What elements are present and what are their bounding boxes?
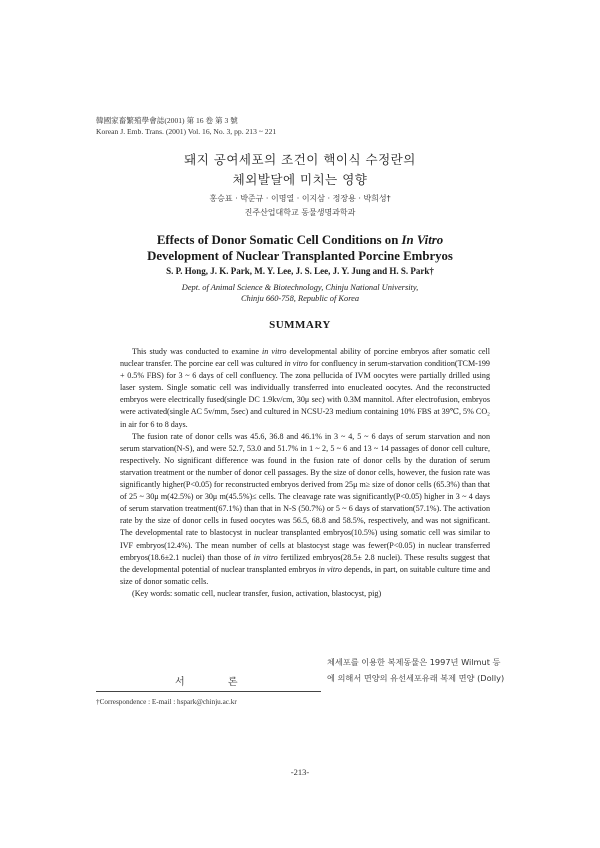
keywords: (Key words: somatic cell, nuclear transfer, fusion, activation, blastocyst, pig) (132, 588, 382, 598)
journal-citation-english: Korean J. Emb. Trans. (2001) Vol. 16, No. 3, pp. 213 ~ 221 (96, 127, 277, 136)
abstract-text: for confluency in serum-starvation condition(TCM-199 + 0.5% FBS) for 3 ~ 6 days of cell confluency. The zona pellucida of IVM oocytes were partially drilled using laser system. Single somatic cell was individually transferred into enucleated oocytes. And the reconstructed embryos were electrically fused(single DC 1.9kv/cm, 30μ sec) with 0.3M mannitol. After electrofusion, embryos were activated(single AC 5v/mm, 5sec) and cultured in NCSU-23 medium containing 10% FBS at 39℃, 5% CO₂ in air for 6 to 8 days. (120, 359, 490, 429)
english-title-line2: Development of Nuclear Transplanted Porcine Embryos (147, 249, 453, 263)
abstract-text: fertilized embryos(28.5± 2.8 nuclei). These results suggest that the developmental potential of nuclear transplanted embryos (120, 552, 491, 574)
abstract-italic: in vitro (318, 564, 342, 574)
abstract-italic: in vitro (262, 347, 287, 356)
footnote-divider (96, 691, 321, 692)
korean-title-line2: 체외발달에 미치는 영향 (232, 172, 368, 187)
abstract-text: depends, in part, on suitable culture time and size of donor somatic cells. (120, 564, 490, 586)
abstract-text: The fusion rate of donor cells was 45.6, 36.8 and 46.1% in 3 ~ 4, 5 ~ 6 days of serum starvation and non serum starvation(N-S), and were 52.7, 53.0 and 51.7% in 1 ~ 2, 5 ~ 6 and 13 ~ 14 passages of donor cell culture, respectively. No significant difference was found in the fusion rate of donor cells by the duration of serum starvation treatment or the number of donor cell passages. By the size of donor cells, however, the fusion rate was significantly higher(P<0.05) for reconstructed embryos derived from 25μ m≥ size of donor cells (65.3%) than that of 25 ~ 30μ m(42.5%) or 30μ m(45.5%)≤ cells. The cleavage rate was significantly(P<0.05) higher in 3 ~ 4 days of serum starvation treatment(67.1%) than that in N-S (50.7%) or 5 ~ 6 days of starvation(57.1%). The activation rate by the size of donor cells in fused oocytes was 56.5, 68.8 and 58.5%, respectively, and was not significant. The developmental rate to blastocyst in nuclear transplanted embryos(10.5%) using somatic cell was similar to IVF embryos(12.4%). The mean number of cells at blastocyst stage was fewer(P<0.05) in nuclear transferred embryos(18.6±2.1 nuclei) than those of (120, 431, 490, 562)
abstract-paragraph-1 (120, 346, 490, 431)
english-authors: S. P. Hong, J. K. Park, M. Y. Lee, J. S. Lee, J. Y. Jung and H. S. Park† (166, 266, 434, 276)
introduction-heading: 서 론 (175, 677, 258, 688)
correspondence-footnote: †Correspondence : E-mail : hspark@chinju.ac.kr (96, 698, 237, 706)
abstract-italic: in vitro (284, 359, 308, 369)
korean-affiliation: 진주산업대학교 동물생명과학과 (244, 208, 356, 217)
page-number: -213- (290, 767, 310, 777)
abstract-paragraph-2 (120, 431, 490, 588)
korean-authors: 홍승표 · 박준규 · 이명열 · 이지삼 · 정장용 · 박희성† (209, 194, 391, 203)
english-affiliation-line2: Chinju 660-758, Republic of Korea (240, 294, 360, 303)
english-title-line1 (0, 232, 600, 248)
abstract-text: This study was conducted to examine (132, 347, 259, 356)
journal-name-korean: 韓國家畜繁殖學會誌(2001) 第 16 卷 第 3 號 (96, 116, 238, 125)
english-title-in-vitro: In Vitro (401, 233, 444, 247)
intro-line-2: 에 의해서 면양의 유선세포유래 복제 면양 (Dolly) (327, 673, 505, 683)
english-title-main: Effects of Donor Somatic Cell Conditions on (156, 233, 399, 247)
summary-heading: SUMMARY (269, 319, 331, 331)
intro-line-1: 체세포를 이용한 복제동물은 1997년 Wilmut 등 (327, 657, 501, 667)
korean-title-line1: 돼지 공여세포의 조건이 핵이식 수정란의 (184, 152, 416, 167)
english-affiliation-line1: Dept. of Animal Science & Biotechnology, Chinju National University, (181, 283, 419, 292)
abstract-body (120, 346, 490, 600)
abstract-italic: in vitro (253, 552, 278, 562)
abstract-text: developmental ability of porcine embryos after somatic cell nuclear transfer. The porcine ear cell was cultured (120, 347, 490, 369)
